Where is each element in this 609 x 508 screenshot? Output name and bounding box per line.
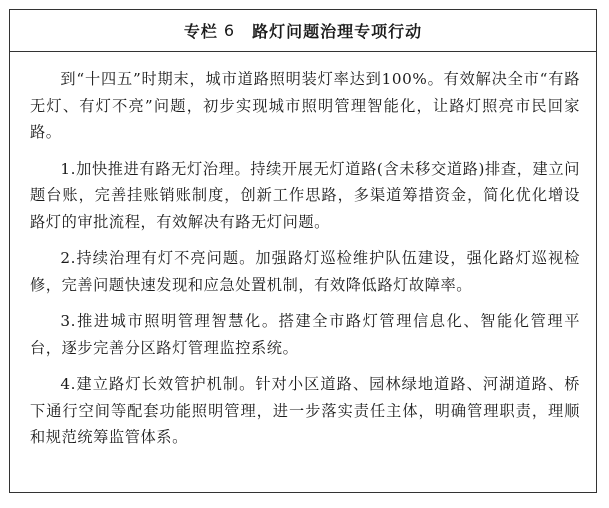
column-number: 6 — [223, 21, 235, 40]
column-title: 路灯问题治理专项行动 — [252, 22, 423, 41]
column-label: 专栏 — [183, 22, 218, 41]
item-3-paragraph: 3.推进城市照明管理智慧化。搭建全市路灯管理信息化、智能化管理平台，逐步完善分区路灯管理监控系统。 — [30, 312, 580, 357]
column-box — [9, 9, 597, 493]
item-2-paragraph: 2.持续治理有灯不亮问题。加强路灯巡检维护队伍建设，强化路灯巡视检修，完善问题快速发现和应急处置机制，有效降低路灯故障率。 — [30, 249, 580, 294]
intro-paragraph: 到“十四五”时期末，城市道路照明装灯率达到100%。有效解决全市“有路无灯、有灯不亮”问题，初步实现城市照明管理智能化，让路灯照亮市民回家路。 — [30, 70, 580, 141]
item-4-paragraph: 4.建立路灯长效管护机制。针对小区道路、园林绿地道路、河湖道路、桥下通行空间等配套功能照明管理，进一步落实责任主体，明确管理职责，理顺和规范统筹监管体系。 — [30, 375, 580, 446]
item-1-paragraph: 1.加快推进有路无灯治理。持续开展无灯道路(含未移交道路)排查，建立问题台账，完善挂账销账制度，创新工作思路，多渠道筹措资金，简化优化增设路灯的审批流程，有效解决有路无灯问题。 — [30, 159, 580, 231]
column-body — [30, 66, 580, 461]
column-header — [10, 10, 596, 52]
